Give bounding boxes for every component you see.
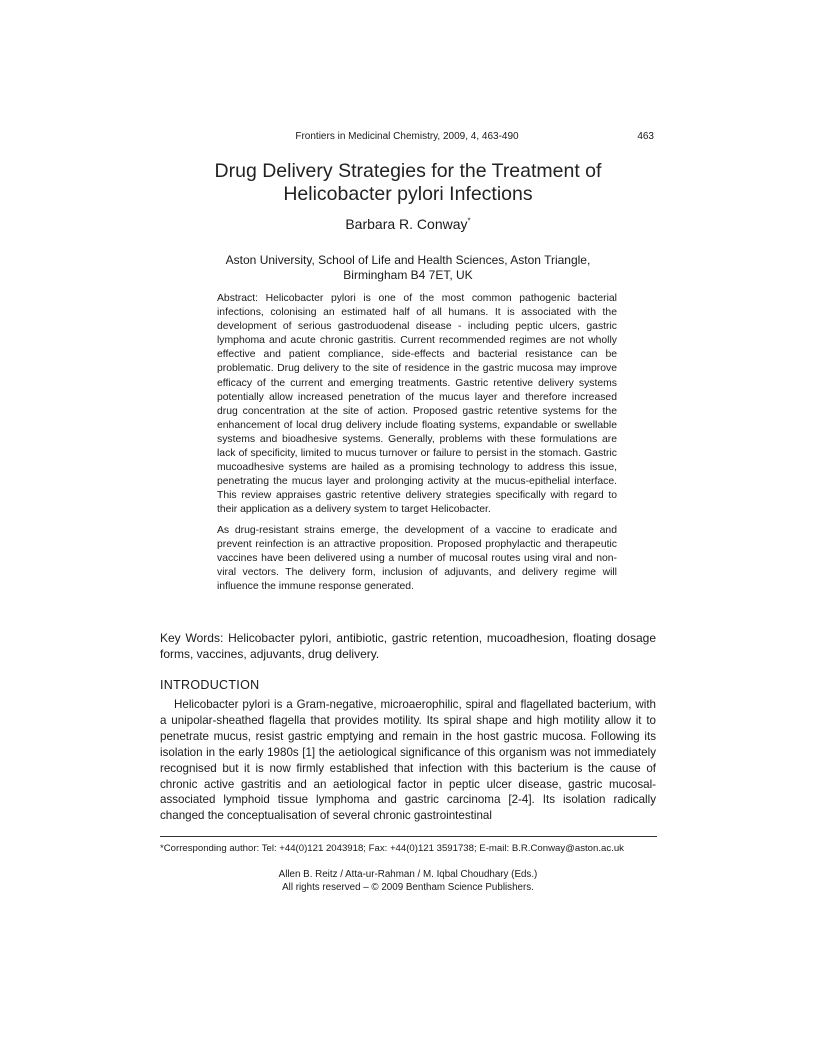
keywords: Key Words: Helicobacter pylori, antibiotic, gastric retention, mucoadhesion, floating dosage forms, vaccines, adjuvants, drug delivery. [160, 631, 656, 661]
abstract-paragraph-2: As drug-resistant strains emerge, the development of a vaccine to eradicate and prevent reinfection is an attractive proposition. Proposed prophylactic and therapeutic vaccines have been delivered using a number of mucosal routes using viral and non-viral vectors. The delivery form, inclusion of adjuvants, and delivery regime will influence the immune response generated. [217, 524, 617, 592]
paper-title [160, 160, 656, 206]
introduction-body [160, 697, 656, 824]
author-name: Barbara R. Conway [345, 216, 468, 232]
title-line-2: Helicobacter pylori Infections [283, 183, 533, 205]
affiliation-line-2: Birmingham B4 7ET, UK [343, 268, 473, 282]
publisher-footer [160, 868, 656, 894]
corresponding-author-footnote: *Corresponding author: Tel: +44(0)121 2043918; Fax: +44(0)121 3591738; E-mail: B.R.Conway@aston.ac.uk [160, 843, 624, 854]
title-line-1: Drug Delivery Strategies for the Treatment of [214, 160, 602, 182]
affiliation [160, 253, 656, 283]
running-header [160, 131, 654, 142]
author [160, 216, 656, 232]
abstract [217, 292, 617, 600]
author-mark: * [467, 216, 471, 226]
abstract-paragraph-1: Abstract: Helicobacter pylori is one of the most common pathogenic bacterial infections, colonising an estimated half of all humans. It is associated with the development of serious gastroduodenal disease - including peptic ulcers, gastric lymphoma and acute chronic gastritis. Current recommended regimes are not wholly effective and patient compliance, side-effects and bacterial resistance can be problematic. Drug delivery to the site of residence in the gastric mucosa may improve efficacy of the current and emerging treatments. Gastric retentive delivery systems potentially allow increased penetration of the mucus layer and therefore increased drug concentration at the site of action. Proposed gastric retentive systems for the enhancement of local drug delivery include floating systems, expandable or swellable systems and bioadhesive systems. Generally, problems with these formulations are lack of specificity, limited to mucus turnover or failure to persist in the stomach. Gastric mucoadhesive systems are hailed as a promising technology to address this issue, penetrating the mucus layer and prolonging activity at the mucus-epithelial interface. This review appraises gastric retentive delivery strategies specifically with regard to their application as a delivery system to target Helicobacter. [217, 293, 617, 516]
journal-citation: Frontiers in Medicinal Chemistry, 2009, 4, 463-490 [295, 131, 519, 142]
copyright-line: All rights reserved – © 2009 Bentham Science Publishers. [282, 882, 534, 893]
editors-line: Allen B. Reitz / Atta-ur-Rahman / M. Iqbal Choudhary (Eds.) [278, 869, 538, 880]
footnote-divider [160, 836, 657, 837]
affiliation-line-1: Aston University, School of Life and Health Sciences, Aston Triangle, [225, 253, 591, 267]
page-number: 463 [637, 131, 654, 142]
introduction-paragraph: Helicobacter pylori is a Gram-negative, microaerophilic, spiral and flagellated bacterium, with a unipolar-sheathed flagella that provides motility. Its spiral shape and high motility allow it to penetrate mucus, resist gastric emptying and remain in the host gastric mucosa. Following its isolation in the early 1980s [1] the aetiological significance of this organism was not immediately recognised but it is now firmly established that infection with this bacterium is the cause of chronic active gastritis and an aetiological factor in peptic ulcer disease, gastric mucosal-associated lymphoid tissue lymphoma and gastric carcinoma [2-4]. Its isolation radically changed the conceptualisation of several chronic gastrointestinal [160, 698, 656, 823]
section-heading-introduction: INTRODUCTION [160, 678, 260, 692]
